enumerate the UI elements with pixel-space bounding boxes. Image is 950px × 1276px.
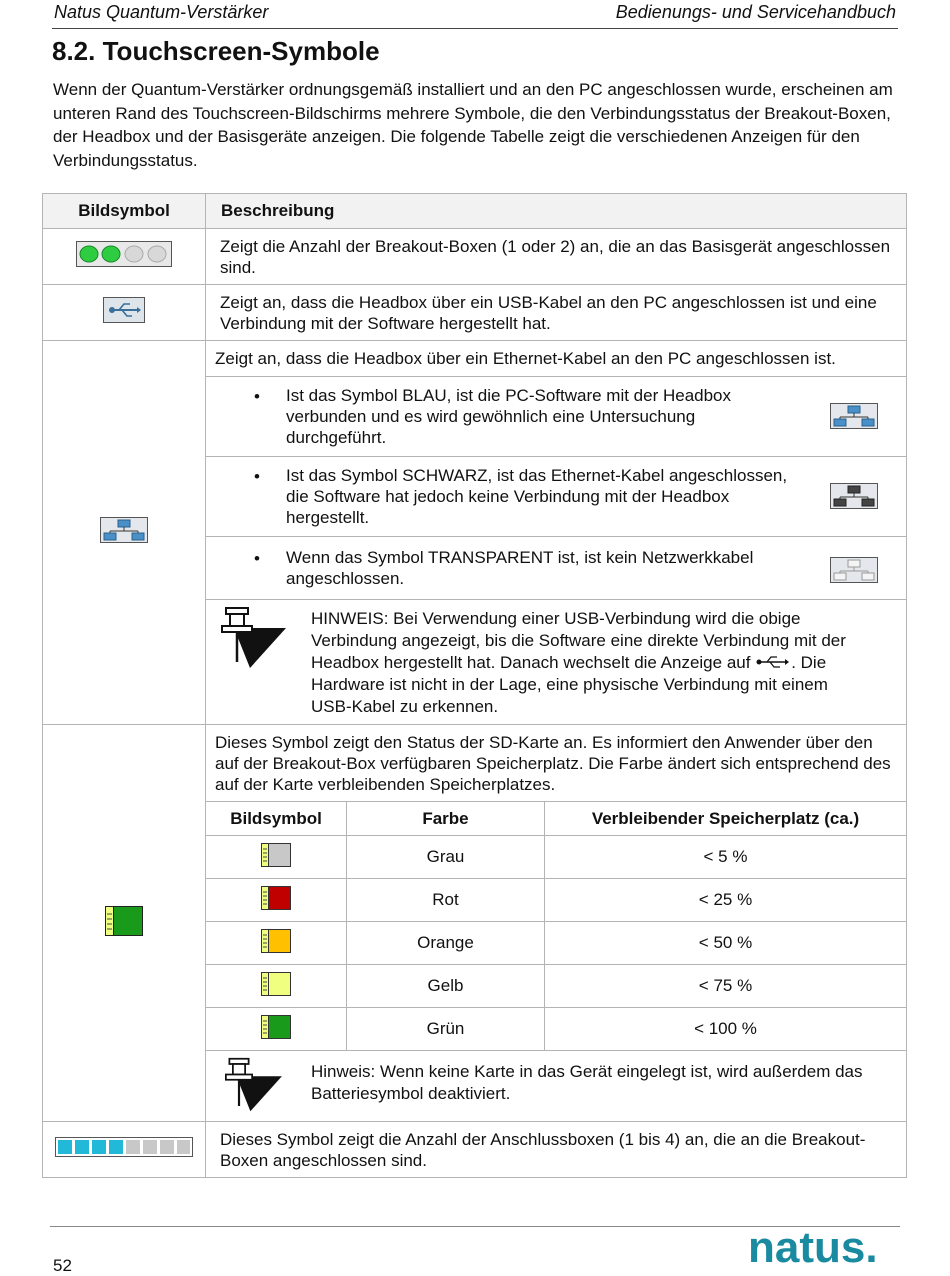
- page-number: 52: [53, 1256, 72, 1275]
- sd-note: [206, 1051, 906, 1121]
- table-row: [43, 1122, 907, 1178]
- ethernet-black-icon: [830, 483, 878, 509]
- sd-space: < 75 %: [545, 965, 907, 1008]
- sd-table-row: [206, 879, 906, 922]
- junction-boxes-icon: [55, 1137, 193, 1157]
- list-item: [206, 377, 906, 456]
- junction-description: Dieses Symbol zeigt die Anzahl der Anschlussboxen (1 bis 4) an, die an die Breakout-Boxen angeschlossen sind.: [206, 1122, 907, 1178]
- breakout-description: Zeigt die Anzahl der Breakout-Boxen (1 oder 2) an, die an das Basisgerät angeschlossen sind.: [206, 229, 907, 285]
- symbol-table: [42, 193, 907, 1178]
- sd-card-green-icon: [105, 906, 143, 936]
- breakout-boxes-icon-cell: [43, 229, 206, 285]
- sd-col-color: Farbe: [347, 802, 545, 836]
- sd-col-symbol: Bildsymbol: [206, 802, 347, 836]
- header-product: Natus Quantum-Verstärker: [54, 2, 269, 22]
- sd-space: < 100 %: [545, 1008, 907, 1051]
- ethernet-note: [206, 600, 906, 724]
- sd-card-icon: [261, 843, 291, 867]
- note-text-2: . Die Hardware ist nicht in der Lage, eine physische Verbindung mit einem USB-Kabel zu erkennen.: [311, 653, 828, 716]
- sd-color: Orange: [347, 922, 545, 965]
- footer-divider: [50, 1226, 900, 1227]
- sd-note-text: Hinweis: Wenn keine Karte in das Gerät eingelegt ist, wird außerdem das Batteriesymbol deaktiviert.: [311, 1062, 863, 1103]
- bullet-blue-text: Ist das Symbol BLAU, ist die PC-Software mit der Headbox verbunden und es wird gewöhnlich eine Untersuchung durchgeführt.: [286, 386, 732, 447]
- section-title: [52, 36, 380, 67]
- sd-card-table: [206, 801, 906, 1051]
- sd-col-space: Verbleibender Speicherplatz (ca.): [545, 802, 907, 836]
- header-manual: Bedienungs- und Servicehandbuch: [615, 2, 896, 22]
- bullet-black-text: Ist das Symbol SCHWARZ, ist das Ethernet-Kabel angeschlossen, die Software hat jedoch keine Verbindung mit der Headbox hergestellt.: [286, 466, 788, 527]
- note-text-1: HINWEIS: Bei Verwendung einer USB-Verbindung wird die obige Verbindung angezeigt, bis die Software eine direkte Verbindung mit der Headbox hergestellt hat. Danach wechselt die Anzeige auf: [311, 609, 846, 672]
- bullet-icon: •: [254, 387, 260, 406]
- intro-paragraph: Wenn der Quantum-Verstärker ordnungsgemäß installiert und an den PC angeschlossen wurde, erscheinen am unteren Rand des Touchscreen-Bildschirms mehrere Symbole, die den Verbindungsstatus der Breakout-Boxen, der Headbox und der Basisgeräte anzeigen. Die folgende Tabelle zeigt die verschiedenen Anzeigen für den Verbindungsstatus.: [53, 80, 893, 170]
- section-number: 8.2.: [52, 36, 96, 66]
- table-row: [43, 229, 907, 285]
- sd-card-icon: [261, 929, 291, 953]
- usb-icon: [103, 297, 145, 323]
- sd-space: < 5 %: [545, 836, 907, 879]
- usb-description: Zeigt an, dass die Headbox über ein USB-Kabel an den PC angeschlossen ist und eine Verbindung mit der Software hergestellt hat.: [206, 285, 907, 341]
- sd-card-icon: [261, 886, 291, 910]
- sd-table-row: [206, 965, 906, 1008]
- sd-card-icon: [261, 972, 291, 996]
- col-header-description: Beschreibung: [206, 194, 907, 229]
- sd-color: Grün: [347, 1008, 545, 1051]
- sd-space: < 25 %: [545, 879, 907, 922]
- bullet-icon: •: [254, 549, 260, 568]
- pushpin-note-icon: [220, 1057, 286, 1113]
- ethernet-blue-icon: [100, 517, 148, 543]
- ethernet-blue-icon: [830, 403, 878, 429]
- bullet-icon: •: [254, 467, 260, 486]
- sd-color: Gelb: [347, 965, 545, 1008]
- pushpin-note-icon: [220, 606, 286, 670]
- sd-table-row: [206, 922, 906, 965]
- sd-color: Grau: [347, 836, 545, 879]
- logo-text: natus.: [748, 1228, 878, 1268]
- sd-table-row: [206, 1008, 906, 1051]
- breakout-boxes-icon: [76, 241, 172, 267]
- page-header: [52, 0, 898, 29]
- list-item: [206, 457, 906, 536]
- sd-card-icon: [261, 1015, 291, 1039]
- bullet-transparent-text: Wenn das Symbol TRANSPARENT ist, ist kein Netzwerkkabel angeschlossen.: [286, 548, 754, 588]
- table-row: [43, 285, 907, 341]
- sd-space: < 50 %: [545, 922, 907, 965]
- sd-color: Rot: [347, 879, 545, 922]
- ethernet-transparent-icon: [830, 557, 878, 583]
- section-title-text: Touchscreen-Symbole: [102, 36, 380, 66]
- usb-inline-icon: [755, 654, 791, 670]
- table-row: [43, 341, 907, 725]
- sd-intro: Dieses Symbol zeigt den Status der SD-Karte an. Es informiert den Anwender über den auf der Breakout-Box verfügbaren Speicherplatz. Die Farbe ändert sich entsprechend des auf der Karte verbleibenden Speicherplatzes.: [215, 733, 891, 794]
- sd-table-row: [206, 836, 906, 879]
- table-row: [43, 725, 907, 1122]
- natus-logo: [748, 1228, 893, 1273]
- col-header-symbol: Bildsymbol: [43, 194, 206, 229]
- list-item: [206, 539, 906, 597]
- ethernet-intro: Zeigt an, dass die Headbox über ein Ethernet-Kabel an den PC angeschlossen ist.: [215, 348, 836, 368]
